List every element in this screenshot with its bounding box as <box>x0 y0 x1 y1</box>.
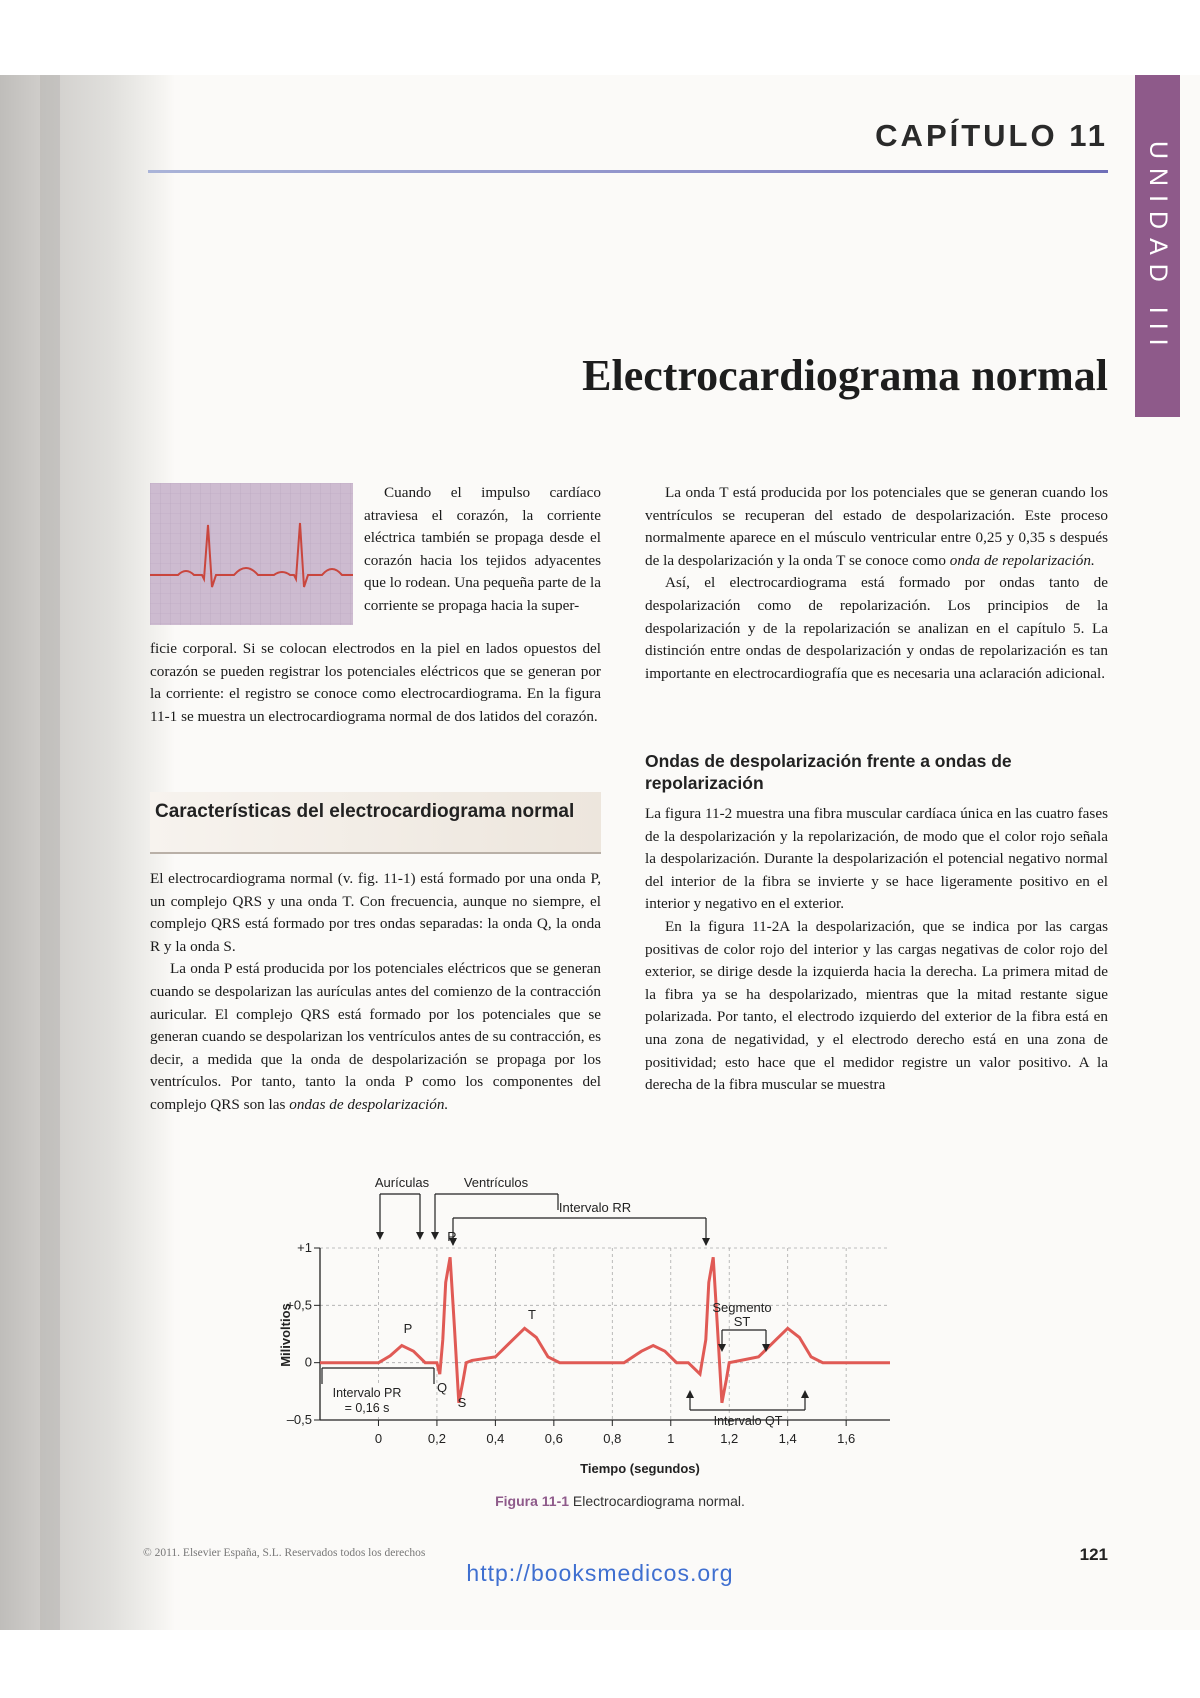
scan-binding-shadow <box>0 75 175 1630</box>
y-tick-label: +1 <box>297 1240 312 1255</box>
right-column-top <box>645 482 1108 685</box>
paragraph-depolarization-repolarization: Así, el electrocardiograma está formado por ondas tanto de despolarización como de repolarización. Los principios de la despolarización y de la repolarización se analizan en el capítulo 5. La distinción entre ondas de despolarización y ondas de repolarización es tan importante en electrocardiografía que es necesaria una aclaración adicional. <box>645 574 1108 682</box>
y-tick-label: 0 <box>304 1354 312 1370</box>
scan-bottom-margin <box>0 1630 1200 1698</box>
label-ventriculos: Ventrículos <box>463 1175 529 1190</box>
scan-binding-line <box>40 75 60 1630</box>
label-intervalo-pr: Intervalo PR <box>332 1386 402 1400</box>
annotation-auriculas <box>375 1175 430 1240</box>
wave-label-p: P <box>403 1321 413 1336</box>
x-tick-label: 1 <box>667 1431 675 1446</box>
x-tick-label: 0,2 <box>427 1431 446 1446</box>
figure-caption-label: Figura 11-1 <box>495 1493 570 1509</box>
footer-copyright: © 2011. Elsevier España, S.L. Reservados todos los derechos <box>143 1547 426 1559</box>
paragraph-t-wave-emphasis: onda de repolarización. <box>949 551 1095 569</box>
x-axis-label: Tiempo (segundos) <box>580 1461 700 1476</box>
watermark-url: http://booksmedicos.org <box>466 1560 734 1586</box>
paragraph-p-wave-text: La onda P está producida por los potenciales eléctricos que se generan cuando se despolarizan las aurículas antes del comienzo de la contracción auricular. El complejo QRS está formado por los potenciales que se generan cuando se despolarizan los ventrículos antes de su contracción, es decir, a medida que la onda de despolarización se propaga por los ventrículos. Por tanto, tanto la onda P como los componentes del complejo QRS son las <box>150 960 601 1113</box>
label-st: ST <box>733 1314 751 1329</box>
paragraph-ecg-normal: El electrocardiograma normal (v. fig. 11-1) está formado por una onda P, un complejo QRS y una onda T. Con frecuencia, aunque no siempre, el complejo QRS está formado por tres ondas separadas: la onda Q, la onda R y la onda S. <box>150 870 601 955</box>
left-column-body <box>150 868 601 1117</box>
x-tick-label: 0,6 <box>544 1431 563 1446</box>
intro-paragraph-wrapped <box>364 482 601 618</box>
x-tick-label: 0 <box>374 1431 383 1446</box>
ecg-thumbnail-graphic <box>150 483 353 625</box>
x-tick-label: 1,6 <box>837 1431 856 1446</box>
wave-label-t: T <box>528 1307 536 1322</box>
y-tick-label: +0,5 <box>286 1297 312 1313</box>
y-axis-label: Milivoltios <box>278 1303 293 1367</box>
scan-top-margin <box>0 0 1200 75</box>
page-number: 121 <box>1079 1545 1108 1564</box>
figure-caption <box>270 1493 970 1509</box>
annotation-intervalo-qt <box>686 1390 809 1428</box>
chapter-rule <box>148 170 1108 173</box>
y-tick-label: –0,5 <box>286 1412 312 1427</box>
right-column-body <box>645 803 1108 1097</box>
left-column <box>150 638 601 728</box>
paragraph-t-wave-text: La onda T está producida por los potenciales que se generan cuando los ventrículos se recuperan del estado de despolarización. Este proceso normalmente aparece en el músculo ventricular entre 0,25 y 0,35 s después de la despolarización y la onda T se conoce como <box>645 484 1108 569</box>
x-tick-label: 1,4 <box>778 1431 797 1446</box>
intro-continued: ficie corporal. Si se colocan electrodos en la piel en lados opuestos del corazón se pueden registrar los potenciales eléctricos que se generan por la corriente: el registro se conoce como electrocardiograma. En la figura 11-1 se muestra un electrocardiograma normal de dos latidos del corazón. <box>150 640 601 725</box>
label-auriculas: Aurículas <box>374 1175 430 1190</box>
unit-tab-label: UNIDAD III <box>1144 141 1172 355</box>
figure-caption-text: Electrocardiograma normal. <box>572 1493 745 1509</box>
x-tick-label: 0,8 <box>603 1431 622 1446</box>
x-tick-label: 1,2 <box>720 1431 739 1446</box>
label-intervalo-rr: Intervalo RR <box>558 1200 632 1215</box>
paragraph-t-wave <box>645 482 1108 572</box>
intro-text: Cuando el impulso cardíaco atraviesa el corazón, la corriente eléctrica también se propaga desde el corazón hacia los tejidos adyacentes que lo rodean. Una pequeña parte de la corriente se propaga hacia la super- <box>364 484 601 614</box>
paragraph-figure-11-2: La figura 11-2 muestra una fibra muscular cardíaca única en las cuatro fases de la despolarización y la repolarización, de modo que el color rojo señala la despolarización. Durante la despolarización el potencial negativo normal del interior de la fibra se invierte y se hace ligeramente positivo en el interior y negativo en el exterior. <box>645 805 1108 913</box>
annotation-segmento-st <box>712 1300 771 1352</box>
wave-label-r: R <box>447 1229 457 1244</box>
label-intervalo-qt: Intervalo QT <box>713 1414 783 1428</box>
ecg-chart <box>270 1170 970 1480</box>
section-heading-waves: Ondas de despolarización frente a ondas de repolarización <box>645 751 1012 793</box>
annotation-intervalo-pr <box>322 1368 434 1417</box>
label-pr-value: = 0,16 s <box>344 1401 390 1415</box>
chapter-label: CAPÍTULO 11 <box>875 118 1108 153</box>
annotation-intervalo-rr <box>449 1200 710 1246</box>
label-segmento: Segmento <box>712 1300 772 1315</box>
paragraph-p-wave <box>150 958 601 1116</box>
section-heading-characteristics: Características del electrocardiograma normal <box>155 801 575 822</box>
chapter-title: Electrocardiograma normal <box>582 351 1108 400</box>
wave-label-q: Q <box>436 1380 448 1395</box>
wave-label-s: S <box>457 1395 467 1410</box>
paragraph-figure-11-2a: En la figura 11-2A la despolarización, que se indica por las cargas positivas de color rojo del interior y las cargas negativas de color rojo del exterior, se dirige desde la izquierda hacia la derecha. La primera mitad de la fibra ya se ha despolarizado, mientras que la mitad restante sigue polarizada. Por tanto, el electrodo izquierdo del exterior de la fibra está en una zona de negatividad, y el electrodo derecho está en una zona de positividad; esto hace que el medidor registre un valor positivo. A la derecha de la fibra muscular se muestra <box>645 917 1108 1094</box>
paragraph-p-wave-emphasis: ondas de despolarización. <box>289 1095 449 1113</box>
x-tick-label: 0,4 <box>486 1431 505 1446</box>
ecg-thumbnail <box>150 483 353 625</box>
figure-11-1 <box>270 1170 970 1480</box>
